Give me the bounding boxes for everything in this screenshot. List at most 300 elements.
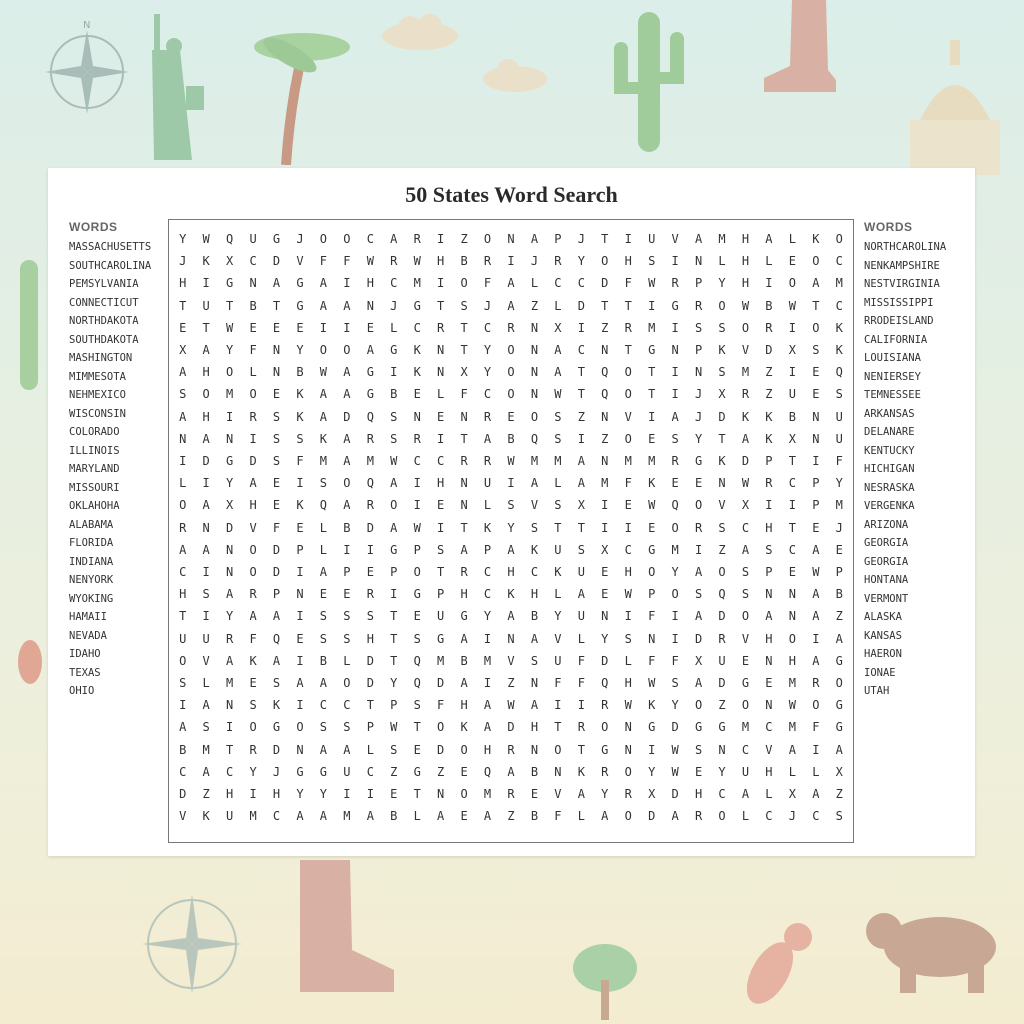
- grid-letter-cell[interactable]: N: [460, 409, 468, 424]
- grid-letter-cell[interactable]: V: [741, 631, 750, 646]
- grid-letter-cell[interactable]: I: [296, 698, 304, 713]
- grid-letter-cell[interactable]: A: [507, 276, 515, 291]
- grid-letter-cell[interactable]: R: [413, 232, 421, 246]
- grid-letter-cell[interactable]: W: [624, 587, 632, 602]
- grid-letter-cell[interactable]: B: [460, 254, 468, 269]
- grid-letter-cell[interactable]: Z: [202, 787, 210, 801]
- grid-letter-cell[interactable]: G: [718, 720, 726, 735]
- grid-letter-cell[interactable]: A: [319, 742, 328, 757]
- grid-letter-cell[interactable]: K: [296, 387, 304, 402]
- grid-letter-cell[interactable]: Y: [483, 365, 492, 380]
- grid-letter-cell[interactable]: W: [788, 698, 796, 713]
- grid-letter-cell[interactable]: N: [694, 365, 703, 380]
- grid-letter-cell[interactable]: G: [437, 631, 445, 646]
- grid-letter-cell[interactable]: F: [319, 254, 328, 269]
- grid-letter-cell[interactable]: Y: [249, 764, 257, 779]
- grid-letter-cell[interactable]: R: [249, 742, 257, 757]
- grid-letter-cell[interactable]: S: [765, 542, 773, 557]
- grid-letter-cell[interactable]: E: [694, 476, 703, 491]
- grid-letter-cell[interactable]: H: [741, 254, 750, 269]
- grid-letter-cell[interactable]: M: [835, 498, 843, 513]
- grid-letter-cell[interactable]: Q: [366, 476, 374, 491]
- grid-letter-cell[interactable]: A: [202, 542, 210, 557]
- grid-letter-cell[interactable]: D: [718, 609, 726, 624]
- grid-letter-cell[interactable]: I: [296, 476, 304, 491]
- grid-letter-cell[interactable]: O: [624, 809, 632, 824]
- grid-letter-cell[interactable]: P: [694, 343, 703, 357]
- grid-letter-cell[interactable]: L: [530, 276, 539, 291]
- grid-letter-cell[interactable]: S: [390, 409, 398, 424]
- grid-letter-cell[interactable]: I: [437, 520, 445, 535]
- grid-letter-cell[interactable]: I: [788, 320, 796, 335]
- grid-letter-cell[interactable]: R: [507, 320, 515, 335]
- grid-letter-cell[interactable]: M: [226, 676, 234, 690]
- grid-letter-cell[interactable]: A: [437, 809, 445, 824]
- grid-letter-cell[interactable]: K: [530, 542, 539, 557]
- grid-letter-cell[interactable]: E: [601, 587, 609, 602]
- grid-letter-cell[interactable]: M: [319, 454, 328, 468]
- grid-letter-cell[interactable]: H: [249, 498, 257, 513]
- grid-letter-cell[interactable]: D: [601, 653, 609, 668]
- grid-letter-cell[interactable]: O: [343, 343, 351, 357]
- grid-letter-cell[interactable]: H: [624, 254, 632, 269]
- grid-letter-cell[interactable]: L: [577, 631, 585, 646]
- grid-letter-cell[interactable]: A: [577, 787, 585, 801]
- grid-letter-cell[interactable]: I: [366, 787, 374, 801]
- grid-letter-cell[interactable]: O: [507, 387, 515, 402]
- grid-letter-cell[interactable]: L: [179, 476, 187, 491]
- grid-letter-cell[interactable]: E: [460, 764, 468, 779]
- grid-letter-cell[interactable]: S: [835, 387, 843, 402]
- grid-letter-cell[interactable]: I: [671, 387, 679, 402]
- grid-letter-cell[interactable]: S: [718, 520, 726, 535]
- grid-letter-cell[interactable]: A: [765, 232, 773, 246]
- grid-letter-cell[interactable]: L: [765, 787, 773, 801]
- grid-letter-cell[interactable]: V: [249, 520, 257, 535]
- grid-letter-cell[interactable]: O: [741, 609, 750, 624]
- grid-letter-cell[interactable]: Z: [765, 387, 773, 402]
- grid-letter-cell[interactable]: O: [624, 431, 632, 446]
- grid-letter-cell[interactable]: D: [272, 742, 281, 757]
- grid-letter-cell[interactable]: R: [624, 320, 632, 335]
- grid-letter-cell[interactable]: F: [812, 720, 820, 735]
- grid-letter-cell[interactable]: N: [530, 343, 539, 357]
- grid-letter-cell[interactable]: S: [319, 631, 328, 646]
- grid-letter-cell[interactable]: V: [671, 232, 679, 246]
- grid-letter-cell[interactable]: F: [554, 809, 562, 824]
- grid-letter-cell[interactable]: N: [765, 587, 773, 602]
- grid-letter-cell[interactable]: W: [648, 498, 656, 513]
- grid-letter-cell[interactable]: P: [390, 698, 398, 713]
- grid-letter-cell[interactable]: M: [718, 232, 726, 246]
- grid-letter-cell[interactable]: F: [554, 676, 562, 690]
- grid-letter-cell[interactable]: C: [483, 587, 492, 602]
- grid-letter-cell[interactable]: V: [296, 254, 304, 269]
- grid-letter-cell[interactable]: B: [530, 809, 539, 824]
- grid-letter-cell[interactable]: T: [202, 320, 210, 335]
- grid-letter-cell[interactable]: D: [648, 809, 656, 824]
- grid-letter-cell[interactable]: V: [530, 498, 539, 513]
- grid-letter-cell[interactable]: C: [366, 232, 374, 246]
- grid-letter-cell[interactable]: A: [319, 387, 328, 402]
- grid-letter-cell[interactable]: E: [272, 387, 281, 402]
- grid-letter-cell[interactable]: W: [788, 298, 796, 313]
- grid-letter-cell[interactable]: C: [179, 764, 187, 779]
- grid-letter-cell[interactable]: I: [390, 365, 398, 380]
- grid-letter-cell[interactable]: O: [460, 742, 468, 757]
- grid-letter-cell[interactable]: R: [390, 254, 398, 269]
- grid-letter-cell[interactable]: S: [343, 720, 351, 735]
- grid-letter-cell[interactable]: B: [507, 431, 515, 446]
- grid-letter-cell[interactable]: R: [483, 454, 492, 468]
- grid-letter-cell[interactable]: S: [648, 254, 656, 269]
- grid-letter-cell[interactable]: Q: [601, 676, 609, 690]
- grid-letter-cell[interactable]: O: [788, 631, 796, 646]
- grid-letter-cell[interactable]: D: [366, 520, 374, 535]
- grid-letter-cell[interactable]: R: [624, 787, 632, 801]
- grid-letter-cell[interactable]: U: [788, 387, 796, 402]
- grid-letter-cell[interactable]: Y: [671, 565, 679, 579]
- grid-letter-cell[interactable]: L: [413, 809, 421, 824]
- grid-letter-cell[interactable]: I: [624, 609, 632, 624]
- grid-letter-cell[interactable]: K: [765, 431, 773, 446]
- grid-letter-cell[interactable]: O: [437, 720, 445, 735]
- grid-letter-cell[interactable]: O: [530, 409, 539, 424]
- grid-letter-cell[interactable]: K: [718, 343, 726, 357]
- grid-letter-cell[interactable]: R: [601, 764, 609, 779]
- grid-letter-cell[interactable]: D: [718, 676, 726, 690]
- grid-letter-cell[interactable]: V: [554, 631, 562, 646]
- grid-letter-cell[interactable]: O: [507, 365, 515, 380]
- grid-letter-cell[interactable]: A: [319, 276, 328, 291]
- grid-letter-cell[interactable]: E: [530, 787, 539, 801]
- grid-letter-cell[interactable]: V: [718, 498, 726, 513]
- grid-letter-cell[interactable]: Y: [718, 276, 726, 291]
- grid-letter-cell[interactable]: M: [530, 454, 539, 468]
- grid-letter-cell[interactable]: Y: [835, 476, 843, 491]
- grid-letter-cell[interactable]: T: [179, 298, 187, 313]
- grid-letter-cell[interactable]: H: [624, 676, 632, 690]
- grid-letter-cell[interactable]: S: [624, 631, 632, 646]
- grid-letter-cell[interactable]: M: [741, 720, 750, 735]
- grid-letter-cell[interactable]: N: [296, 587, 304, 602]
- grid-letter-cell[interactable]: I: [788, 365, 796, 380]
- grid-letter-cell[interactable]: G: [835, 698, 843, 713]
- grid-letter-cell[interactable]: U: [437, 609, 445, 624]
- grid-letter-cell[interactable]: A: [694, 232, 703, 246]
- grid-letter-cell[interactable]: O: [718, 298, 726, 313]
- grid-letter-cell[interactable]: U: [741, 764, 750, 779]
- grid-letter-cell[interactable]: M: [413, 276, 421, 291]
- grid-letter-cell[interactable]: C: [835, 298, 843, 313]
- grid-letter-cell[interactable]: S: [272, 676, 281, 690]
- grid-letter-cell[interactable]: M: [624, 454, 632, 468]
- grid-letter-cell[interactable]: X: [460, 365, 468, 380]
- grid-letter-cell[interactable]: S: [343, 609, 351, 624]
- grid-letter-cell[interactable]: Y: [554, 609, 562, 624]
- grid-letter-cell[interactable]: L: [718, 254, 726, 269]
- grid-letter-cell[interactable]: S: [671, 676, 679, 690]
- grid-letter-cell[interactable]: Y: [390, 676, 398, 690]
- grid-letter-cell[interactable]: E: [296, 520, 304, 535]
- grid-letter-cell[interactable]: Z: [718, 698, 726, 713]
- grid-letter-cell[interactable]: K: [765, 409, 773, 424]
- grid-letter-cell[interactable]: L: [554, 476, 562, 491]
- grid-letter-cell[interactable]: H: [765, 631, 773, 646]
- grid-letter-cell[interactable]: P: [554, 232, 562, 246]
- grid-letter-cell[interactable]: H: [765, 520, 773, 535]
- grid-letter-cell[interactable]: I: [179, 454, 187, 468]
- grid-letter-cell[interactable]: A: [343, 742, 351, 757]
- grid-letter-cell[interactable]: I: [202, 565, 210, 579]
- grid-letter-cell[interactable]: K: [835, 343, 843, 357]
- grid-letter-cell[interactable]: U: [202, 631, 210, 646]
- grid-letter-cell[interactable]: R: [413, 431, 421, 446]
- grid-letter-cell[interactable]: Y: [718, 764, 726, 779]
- grid-letter-cell[interactable]: B: [296, 365, 304, 380]
- grid-letter-cell[interactable]: P: [694, 276, 703, 291]
- grid-letter-cell[interactable]: X: [601, 542, 609, 557]
- grid-letter-cell[interactable]: T: [437, 565, 445, 579]
- grid-letter-cell[interactable]: G: [296, 764, 304, 779]
- grid-letter-cell[interactable]: A: [741, 542, 750, 557]
- grid-letter-cell[interactable]: N: [226, 565, 234, 579]
- grid-letter-cell[interactable]: N: [460, 476, 468, 491]
- grid-letter-cell[interactable]: Y: [319, 787, 328, 801]
- grid-letter-cell[interactable]: A: [343, 498, 351, 513]
- grid-letter-cell[interactable]: C: [812, 809, 820, 824]
- grid-letter-cell[interactable]: A: [202, 343, 210, 357]
- grid-letter-cell[interactable]: S: [718, 365, 726, 380]
- grid-letter-cell[interactable]: N: [718, 742, 726, 757]
- grid-letter-cell[interactable]: E: [788, 565, 796, 579]
- grid-letter-cell[interactable]: O: [460, 276, 468, 291]
- grid-letter-cell[interactable]: L: [812, 764, 820, 779]
- grid-letter-cell[interactable]: U: [577, 609, 585, 624]
- grid-letter-cell[interactable]: H: [202, 409, 210, 424]
- grid-letter-cell[interactable]: T: [577, 387, 585, 402]
- grid-letter-cell[interactable]: A: [507, 609, 515, 624]
- grid-letter-cell[interactable]: D: [343, 409, 351, 424]
- grid-letter-cell[interactable]: K: [413, 343, 421, 357]
- grid-letter-cell[interactable]: I: [202, 609, 210, 624]
- grid-letter-cell[interactable]: B: [765, 298, 773, 313]
- grid-letter-cell[interactable]: A: [507, 298, 515, 313]
- grid-letter-cell[interactable]: J: [694, 387, 703, 402]
- grid-letter-cell[interactable]: C: [413, 320, 421, 335]
- grid-letter-cell[interactable]: A: [483, 431, 492, 446]
- grid-letter-cell[interactable]: Q: [483, 764, 492, 779]
- grid-letter-cell[interactable]: K: [249, 653, 257, 668]
- grid-letter-cell[interactable]: I: [296, 609, 304, 624]
- grid-letter-cell[interactable]: N: [272, 365, 281, 380]
- grid-letter-cell[interactable]: V: [179, 809, 187, 824]
- grid-letter-cell[interactable]: I: [554, 698, 562, 713]
- grid-letter-cell[interactable]: T: [226, 742, 234, 757]
- grid-letter-cell[interactable]: T: [718, 431, 726, 446]
- grid-letter-cell[interactable]: E: [741, 653, 750, 668]
- grid-letter-cell[interactable]: S: [413, 698, 421, 713]
- grid-letter-cell[interactable]: Q: [530, 431, 539, 446]
- grid-letter-cell[interactable]: A: [343, 431, 351, 446]
- grid-letter-cell[interactable]: A: [179, 542, 187, 557]
- grid-letter-cell[interactable]: W: [648, 676, 656, 690]
- grid-letter-cell[interactable]: B: [530, 764, 539, 779]
- grid-letter-cell[interactable]: M: [741, 365, 750, 380]
- grid-letter-cell[interactable]: E: [437, 409, 445, 424]
- grid-letter-cell[interactable]: A: [272, 609, 281, 624]
- grid-letter-cell[interactable]: Q: [671, 498, 679, 513]
- grid-letter-cell[interactable]: P: [648, 587, 656, 602]
- grid-letter-cell[interactable]: I: [366, 542, 374, 557]
- grid-letter-cell[interactable]: H: [460, 587, 468, 602]
- grid-letter-cell[interactable]: N: [249, 276, 257, 291]
- grid-letter-cell[interactable]: N: [601, 343, 609, 357]
- grid-letter-cell[interactable]: C: [413, 454, 421, 468]
- grid-letter-cell[interactable]: S: [390, 742, 398, 757]
- grid-letter-cell[interactable]: Z: [601, 320, 609, 335]
- grid-letter-cell[interactable]: O: [507, 343, 515, 357]
- grid-letter-cell[interactable]: Q: [835, 365, 843, 380]
- grid-letter-cell[interactable]: H: [483, 742, 492, 757]
- grid-letter-cell[interactable]: T: [577, 742, 585, 757]
- grid-letter-cell[interactable]: T: [460, 520, 468, 535]
- grid-letter-cell[interactable]: O: [179, 653, 187, 668]
- grid-letter-cell[interactable]: W: [226, 320, 234, 335]
- grid-letter-cell[interactable]: M: [202, 742, 210, 757]
- grid-letter-cell[interactable]: L: [390, 320, 398, 335]
- grid-letter-cell[interactable]: H: [437, 476, 445, 491]
- grid-letter-cell[interactable]: B: [460, 653, 468, 668]
- grid-letter-cell[interactable]: R: [249, 409, 257, 424]
- grid-letter-cell[interactable]: D: [718, 409, 726, 424]
- grid-letter-cell[interactable]: I: [788, 498, 796, 513]
- grid-letter-cell[interactable]: O: [812, 320, 820, 335]
- grid-letter-cell[interactable]: N: [202, 520, 210, 535]
- grid-letter-cell[interactable]: O: [624, 764, 632, 779]
- grid-letter-cell[interactable]: A: [319, 298, 328, 313]
- grid-letter-cell[interactable]: A: [507, 764, 515, 779]
- grid-letter-cell[interactable]: L: [554, 298, 562, 313]
- grid-letter-cell[interactable]: M: [554, 454, 562, 468]
- grid-letter-cell[interactable]: J: [788, 809, 796, 824]
- grid-letter-cell[interactable]: E: [272, 320, 281, 335]
- grid-letter-cell[interactable]: G: [460, 609, 468, 624]
- grid-letter-cell[interactable]: A: [460, 631, 468, 646]
- grid-letter-cell[interactable]: F: [648, 653, 656, 668]
- grid-letter-cell[interactable]: V: [741, 343, 750, 357]
- grid-letter-cell[interactable]: E: [319, 587, 328, 602]
- grid-letter-cell[interactable]: A: [577, 454, 585, 468]
- grid-letter-cell[interactable]: O: [812, 698, 820, 713]
- grid-letter-cell[interactable]: D: [272, 565, 281, 579]
- grid-letter-cell[interactable]: L: [366, 742, 374, 757]
- grid-letter-cell[interactable]: Z: [460, 232, 468, 246]
- grid-letter-cell[interactable]: I: [765, 498, 773, 513]
- grid-letter-cell[interactable]: D: [226, 520, 234, 535]
- grid-letter-cell[interactable]: G: [296, 298, 304, 313]
- grid-letter-cell[interactable]: U: [718, 653, 726, 668]
- grid-letter-cell[interactable]: G: [226, 276, 234, 291]
- grid-letter-cell[interactable]: N: [624, 742, 632, 757]
- grid-letter-cell[interactable]: K: [507, 587, 515, 602]
- grid-letter-cell[interactable]: H: [741, 232, 750, 246]
- grid-letter-cell[interactable]: N: [437, 365, 445, 380]
- grid-letter-cell[interactable]: H: [366, 276, 374, 291]
- grid-letter-cell[interactable]: N: [272, 343, 281, 357]
- grid-letter-cell[interactable]: M: [788, 676, 796, 690]
- grid-letter-cell[interactable]: R: [812, 676, 820, 690]
- grid-letter-cell[interactable]: J: [530, 254, 539, 269]
- grid-letter-cell[interactable]: O: [648, 565, 656, 579]
- grid-letter-cell[interactable]: S: [718, 320, 726, 335]
- grid-letter-cell[interactable]: E: [343, 587, 351, 602]
- grid-letter-cell[interactable]: R: [507, 787, 515, 801]
- grid-letter-cell[interactable]: P: [413, 542, 421, 557]
- grid-letter-cell[interactable]: J: [577, 232, 585, 246]
- grid-letter-cell[interactable]: F: [648, 609, 656, 624]
- grid-letter-cell[interactable]: Q: [226, 232, 234, 246]
- grid-letter-cell[interactable]: N: [671, 343, 679, 357]
- grid-letter-cell[interactable]: S: [530, 653, 539, 668]
- grid-letter-cell[interactable]: A: [577, 587, 585, 602]
- grid-letter-cell[interactable]: T: [226, 298, 234, 313]
- grid-letter-cell[interactable]: B: [179, 742, 187, 757]
- grid-letter-cell[interactable]: W: [366, 254, 374, 269]
- grid-letter-cell[interactable]: G: [648, 720, 656, 735]
- grid-letter-cell[interactable]: Z: [765, 365, 773, 380]
- grid-letter-cell[interactable]: N: [296, 742, 304, 757]
- grid-letter-cell[interactable]: G: [272, 232, 281, 246]
- grid-letter-cell[interactable]: N: [530, 676, 539, 690]
- grid-letter-cell[interactable]: I: [413, 476, 421, 491]
- grid-letter-cell[interactable]: A: [319, 676, 328, 690]
- grid-letter-cell[interactable]: G: [648, 542, 656, 557]
- grid-letter-cell[interactable]: S: [366, 609, 374, 624]
- grid-letter-cell[interactable]: H: [507, 565, 515, 579]
- grid-letter-cell[interactable]: C: [390, 276, 398, 291]
- grid-letter-cell[interactable]: T: [272, 298, 281, 313]
- grid-letter-cell[interactable]: U: [483, 476, 492, 491]
- grid-letter-cell[interactable]: Q: [319, 498, 328, 513]
- grid-letter-cell[interactable]: D: [437, 742, 445, 757]
- grid-letter-cell[interactable]: R: [577, 720, 585, 735]
- grid-letter-cell[interactable]: S: [694, 742, 703, 757]
- grid-letter-cell[interactable]: R: [226, 631, 234, 646]
- grid-letter-cell[interactable]: Q: [366, 409, 374, 424]
- grid-letter-cell[interactable]: N: [179, 431, 187, 446]
- grid-letter-cell[interactable]: T: [601, 232, 609, 246]
- grid-letter-cell[interactable]: I: [507, 476, 515, 491]
- grid-letter-cell[interactable]: T: [366, 698, 374, 713]
- grid-letter-cell[interactable]: D: [601, 276, 609, 291]
- grid-letter-cell[interactable]: G: [648, 343, 656, 357]
- grid-letter-cell[interactable]: U: [202, 298, 210, 313]
- grid-letter-cell[interactable]: E: [812, 365, 820, 380]
- grid-letter-cell[interactable]: C: [624, 542, 632, 557]
- grid-letter-cell[interactable]: X: [835, 764, 843, 779]
- grid-letter-cell[interactable]: X: [741, 498, 750, 513]
- grid-letter-cell[interactable]: W: [202, 232, 210, 246]
- grid-letter-cell[interactable]: K: [648, 698, 656, 713]
- grid-letter-cell[interactable]: P: [765, 565, 773, 579]
- grid-letter-cell[interactable]: A: [812, 787, 820, 801]
- grid-letter-cell[interactable]: S: [179, 676, 187, 690]
- grid-letter-cell[interactable]: G: [671, 298, 679, 313]
- grid-letter-cell[interactable]: T: [460, 343, 468, 357]
- grid-letter-cell[interactable]: B: [835, 587, 843, 602]
- grid-letter-cell[interactable]: N: [812, 409, 820, 424]
